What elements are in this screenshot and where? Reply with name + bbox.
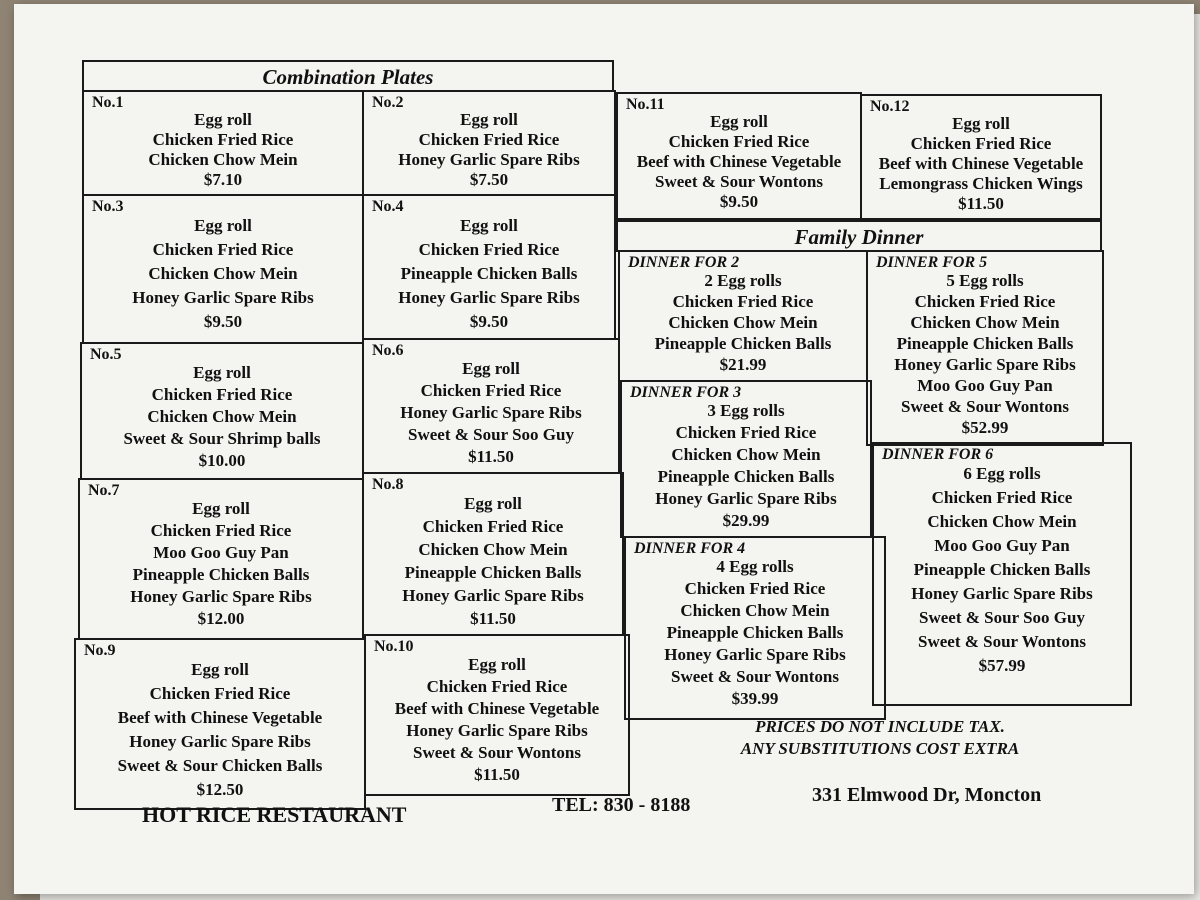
plate-items — [618, 112, 860, 212]
plate-price: $12.50 — [196, 780, 244, 799]
plate-number: No.1 — [92, 94, 124, 111]
menu-item: Chicken Chow Mein — [927, 512, 1077, 531]
plate-items — [84, 214, 362, 334]
menu-item: Egg roll — [460, 216, 518, 235]
menu-item: Chicken Fried Rice — [668, 132, 810, 151]
menu-item: Pineapple Chicken Balls — [896, 334, 1074, 353]
plate-price: $11.50 — [470, 609, 516, 628]
plate-4 — [362, 194, 616, 340]
menu-item: 6 Egg rolls — [963, 464, 1041, 483]
plate-number: No.12 — [870, 98, 910, 115]
menu-item: Pineapple Chicken Balls — [654, 334, 832, 353]
plate-items — [364, 214, 614, 334]
menu-item: Honey Garlic Spare Ribs — [398, 150, 580, 169]
plate-price: $11.50 — [468, 447, 514, 466]
menu-item: Egg roll — [193, 363, 251, 382]
menu-item: Moo Goo Guy Pan — [153, 543, 289, 562]
menu-item: Sweet & Sour Wontons — [655, 172, 823, 191]
plate-number: No.6 — [372, 342, 404, 359]
dinner-items — [874, 462, 1130, 678]
plate-12 — [860, 94, 1102, 220]
plate-price: $9.50 — [469, 312, 509, 331]
menu-item: Egg roll — [464, 494, 522, 513]
plate-price: $11.50 — [474, 765, 520, 784]
plate-8 — [362, 472, 624, 636]
menu-item: Sweet & Sour Soo Guy — [919, 608, 1085, 627]
combination-title: Combination Plates — [262, 65, 434, 89]
menu-item: Chicken Fried Rice — [914, 292, 1056, 311]
menu-item: Chicken Fried Rice — [931, 488, 1073, 507]
combination-header — [82, 60, 614, 92]
plate-number: No.7 — [88, 482, 120, 499]
plate-3 — [82, 194, 364, 344]
menu-item: Chicken Fried Rice — [149, 684, 291, 703]
menu-item: Sweet & Sour Soo Guy — [408, 425, 574, 444]
plate-items — [80, 498, 362, 630]
notice-tax: PRICES DO NOT INCLUDE TAX. — [755, 717, 1005, 736]
menu-item: Egg roll — [192, 499, 250, 518]
dinner-items — [626, 556, 884, 710]
menu-item: Egg roll — [191, 660, 249, 679]
menu-item: Honey Garlic Spare Ribs — [406, 721, 588, 740]
menu-item: Lemongrass Chicken Wings — [879, 174, 1083, 193]
menu-item: Honey Garlic Spare Ribs — [894, 355, 1076, 374]
plate-items — [364, 110, 614, 190]
menu-item: Pineapple Chicken Balls — [132, 565, 310, 584]
address: 331 Elmwood Dr, Moncton — [812, 784, 1042, 806]
menu-item: Moo Goo Guy Pan — [917, 376, 1053, 395]
menu-item: Honey Garlic Spare Ribs — [130, 587, 312, 606]
dinner-for-3 — [620, 380, 872, 538]
plate-5 — [80, 342, 364, 480]
telephone: TEL: 830 - 8188 — [552, 794, 691, 816]
menu-item: Chicken Fried Rice — [420, 381, 562, 400]
menu-item: Chicken Fried Rice — [910, 134, 1052, 153]
menu-item: Sweet & Sour Wontons — [918, 632, 1086, 651]
plate-1 — [82, 90, 364, 196]
menu-item: Honey Garlic Spare Ribs — [402, 586, 584, 605]
dinner-for-2 — [618, 250, 868, 382]
menu-item: Honey Garlic Spare Ribs — [398, 288, 580, 307]
menu-item: Chicken Fried Rice — [152, 240, 294, 259]
menu-item: Sweet & Sour Wontons — [413, 743, 581, 762]
menu-item: Honey Garlic Spare Ribs — [129, 732, 311, 751]
menu-item: Pineapple Chicken Balls — [913, 560, 1091, 579]
notice-substitutions: ANY SUBSTITUTIONS COST EXTRA — [740, 739, 1020, 758]
plate-7 — [78, 478, 364, 640]
dinner-price: $21.99 — [719, 355, 767, 374]
menu-item: 3 Egg rolls — [707, 401, 785, 420]
menu-item: Pineapple Chicken Balls — [657, 467, 835, 486]
menu-item: Beef with Chinese Vegetable — [394, 699, 600, 718]
menu-item: Chicken Fried Rice — [150, 521, 292, 540]
menu-item: Beef with Chinese Vegetable — [636, 152, 842, 171]
plate-price: $9.50 — [203, 312, 243, 331]
plate-number: No.2 — [372, 94, 404, 111]
menu-item: Moo Goo Guy Pan — [934, 536, 1070, 555]
plate-price: $10.00 — [198, 451, 246, 470]
menu-item: Chicken Chow Mein — [671, 445, 821, 464]
dinner-items — [868, 270, 1102, 438]
menu-item: Chicken Fried Rice — [426, 677, 568, 696]
plate-items — [84, 110, 362, 190]
menu-item: Chicken Fried Rice — [672, 292, 814, 311]
plate-items — [364, 358, 618, 468]
dinner-name: DINNER FOR 6 — [882, 446, 994, 463]
menu-item: Egg roll — [952, 114, 1010, 133]
menu-item: Honey Garlic Spare Ribs — [132, 288, 314, 307]
menu-item: Egg roll — [710, 112, 768, 131]
dinner-price: $52.99 — [961, 418, 1009, 437]
menu-item: Pineapple Chicken Balls — [400, 264, 578, 283]
menu-item: Chicken Chow Mein — [148, 150, 298, 169]
menu-item: Chicken Fried Rice — [418, 130, 560, 149]
dinner-items — [622, 400, 870, 532]
dinner-items — [620, 270, 866, 375]
menu-item: Chicken Fried Rice — [675, 423, 817, 442]
plate-price: $9.50 — [719, 192, 759, 211]
menu-item: Pineapple Chicken Balls — [404, 563, 582, 582]
menu-item: Egg roll — [460, 110, 518, 129]
menu-item: Chicken Fried Rice — [152, 130, 294, 149]
menu-item: Chicken Fried Rice — [684, 579, 826, 598]
dinner-name: DINNER FOR 2 — [628, 254, 740, 271]
plate-number: No.10 — [374, 638, 414, 655]
menu-item: Sweet & Sour Wontons — [901, 397, 1069, 416]
dinner-price: $29.99 — [722, 511, 770, 530]
plate-items — [364, 492, 622, 630]
plate-10 — [364, 634, 630, 796]
menu-item: 4 Egg rolls — [716, 557, 794, 576]
menu-item: Beef with Chinese Vegetable — [878, 154, 1084, 173]
plate-number: No.3 — [92, 198, 124, 215]
menu-item: Chicken Fried Rice — [151, 385, 293, 404]
plate-6 — [362, 338, 620, 474]
plate-number: No.11 — [626, 96, 665, 113]
menu-item: Honey Garlic Spare Ribs — [400, 403, 582, 422]
restaurant-name: HOT RICE RESTAURANT — [142, 802, 407, 827]
menu-item: Chicken Chow Mein — [148, 264, 298, 283]
menu-item: Sweet & Sour Chicken Balls — [117, 756, 323, 775]
menu-item: Sweet & Sour Shrimp balls — [123, 429, 321, 448]
plate-price: $7.10 — [203, 170, 243, 189]
plate-price: $11.50 — [958, 194, 1004, 213]
plate-number: No.5 — [90, 346, 122, 363]
plate-price: $12.00 — [197, 609, 245, 628]
menu-item: Chicken Fried Rice — [422, 517, 564, 536]
dinner-price: $57.99 — [978, 656, 1026, 675]
plate-items — [82, 362, 362, 472]
menu-item: Sweet & Sour Wontons — [671, 667, 839, 686]
plate-number: No.4 — [372, 198, 404, 215]
menu-item: Honey Garlic Spare Ribs — [664, 645, 846, 664]
dinner-for-5 — [866, 250, 1104, 446]
plate-items — [366, 654, 628, 786]
menu-item: Egg roll — [468, 655, 526, 674]
menu-item: Chicken Chow Mein — [668, 313, 818, 332]
plate-9 — [74, 638, 366, 810]
plate-number: No.9 — [84, 642, 116, 659]
menu-item: Egg roll — [194, 110, 252, 129]
plate-price: $7.50 — [469, 170, 509, 189]
plate-items — [76, 658, 364, 802]
menu-item: Egg roll — [194, 216, 252, 235]
menu-item: Chicken Fried Rice — [418, 240, 560, 259]
menu-item: Beef with Chinese Vegetable — [117, 708, 323, 727]
menu-item: Chicken Chow Mein — [147, 407, 297, 426]
dinner-for-6 — [872, 442, 1132, 706]
dinner-price: $39.99 — [731, 689, 779, 708]
family-header — [616, 220, 1102, 252]
menu-item: Chicken Chow Mein — [418, 540, 568, 559]
plate-2 — [362, 90, 616, 196]
plate-items — [862, 114, 1100, 214]
dinner-name: DINNER FOR 4 — [634, 540, 746, 557]
family-title: Family Dinner — [794, 225, 924, 249]
menu-item: Chicken Chow Mein — [910, 313, 1060, 332]
menu-item: 5 Egg rolls — [946, 271, 1024, 290]
menu-item: Egg roll — [462, 359, 520, 378]
menu-item: 2 Egg rolls — [704, 271, 782, 290]
menu-item: Honey Garlic Spare Ribs — [911, 584, 1093, 603]
menu-item: Pineapple Chicken Balls — [666, 623, 844, 642]
dinner-for-4 — [624, 536, 886, 720]
price-notice — [650, 716, 1110, 760]
plate-11 — [616, 92, 862, 220]
dinner-name: DINNER FOR 5 — [876, 254, 988, 271]
dinner-name: DINNER FOR 3 — [630, 384, 742, 401]
menu-item: Honey Garlic Spare Ribs — [655, 489, 837, 508]
plate-number: No.8 — [372, 476, 404, 493]
menu-item: Chicken Chow Mein — [680, 601, 830, 620]
